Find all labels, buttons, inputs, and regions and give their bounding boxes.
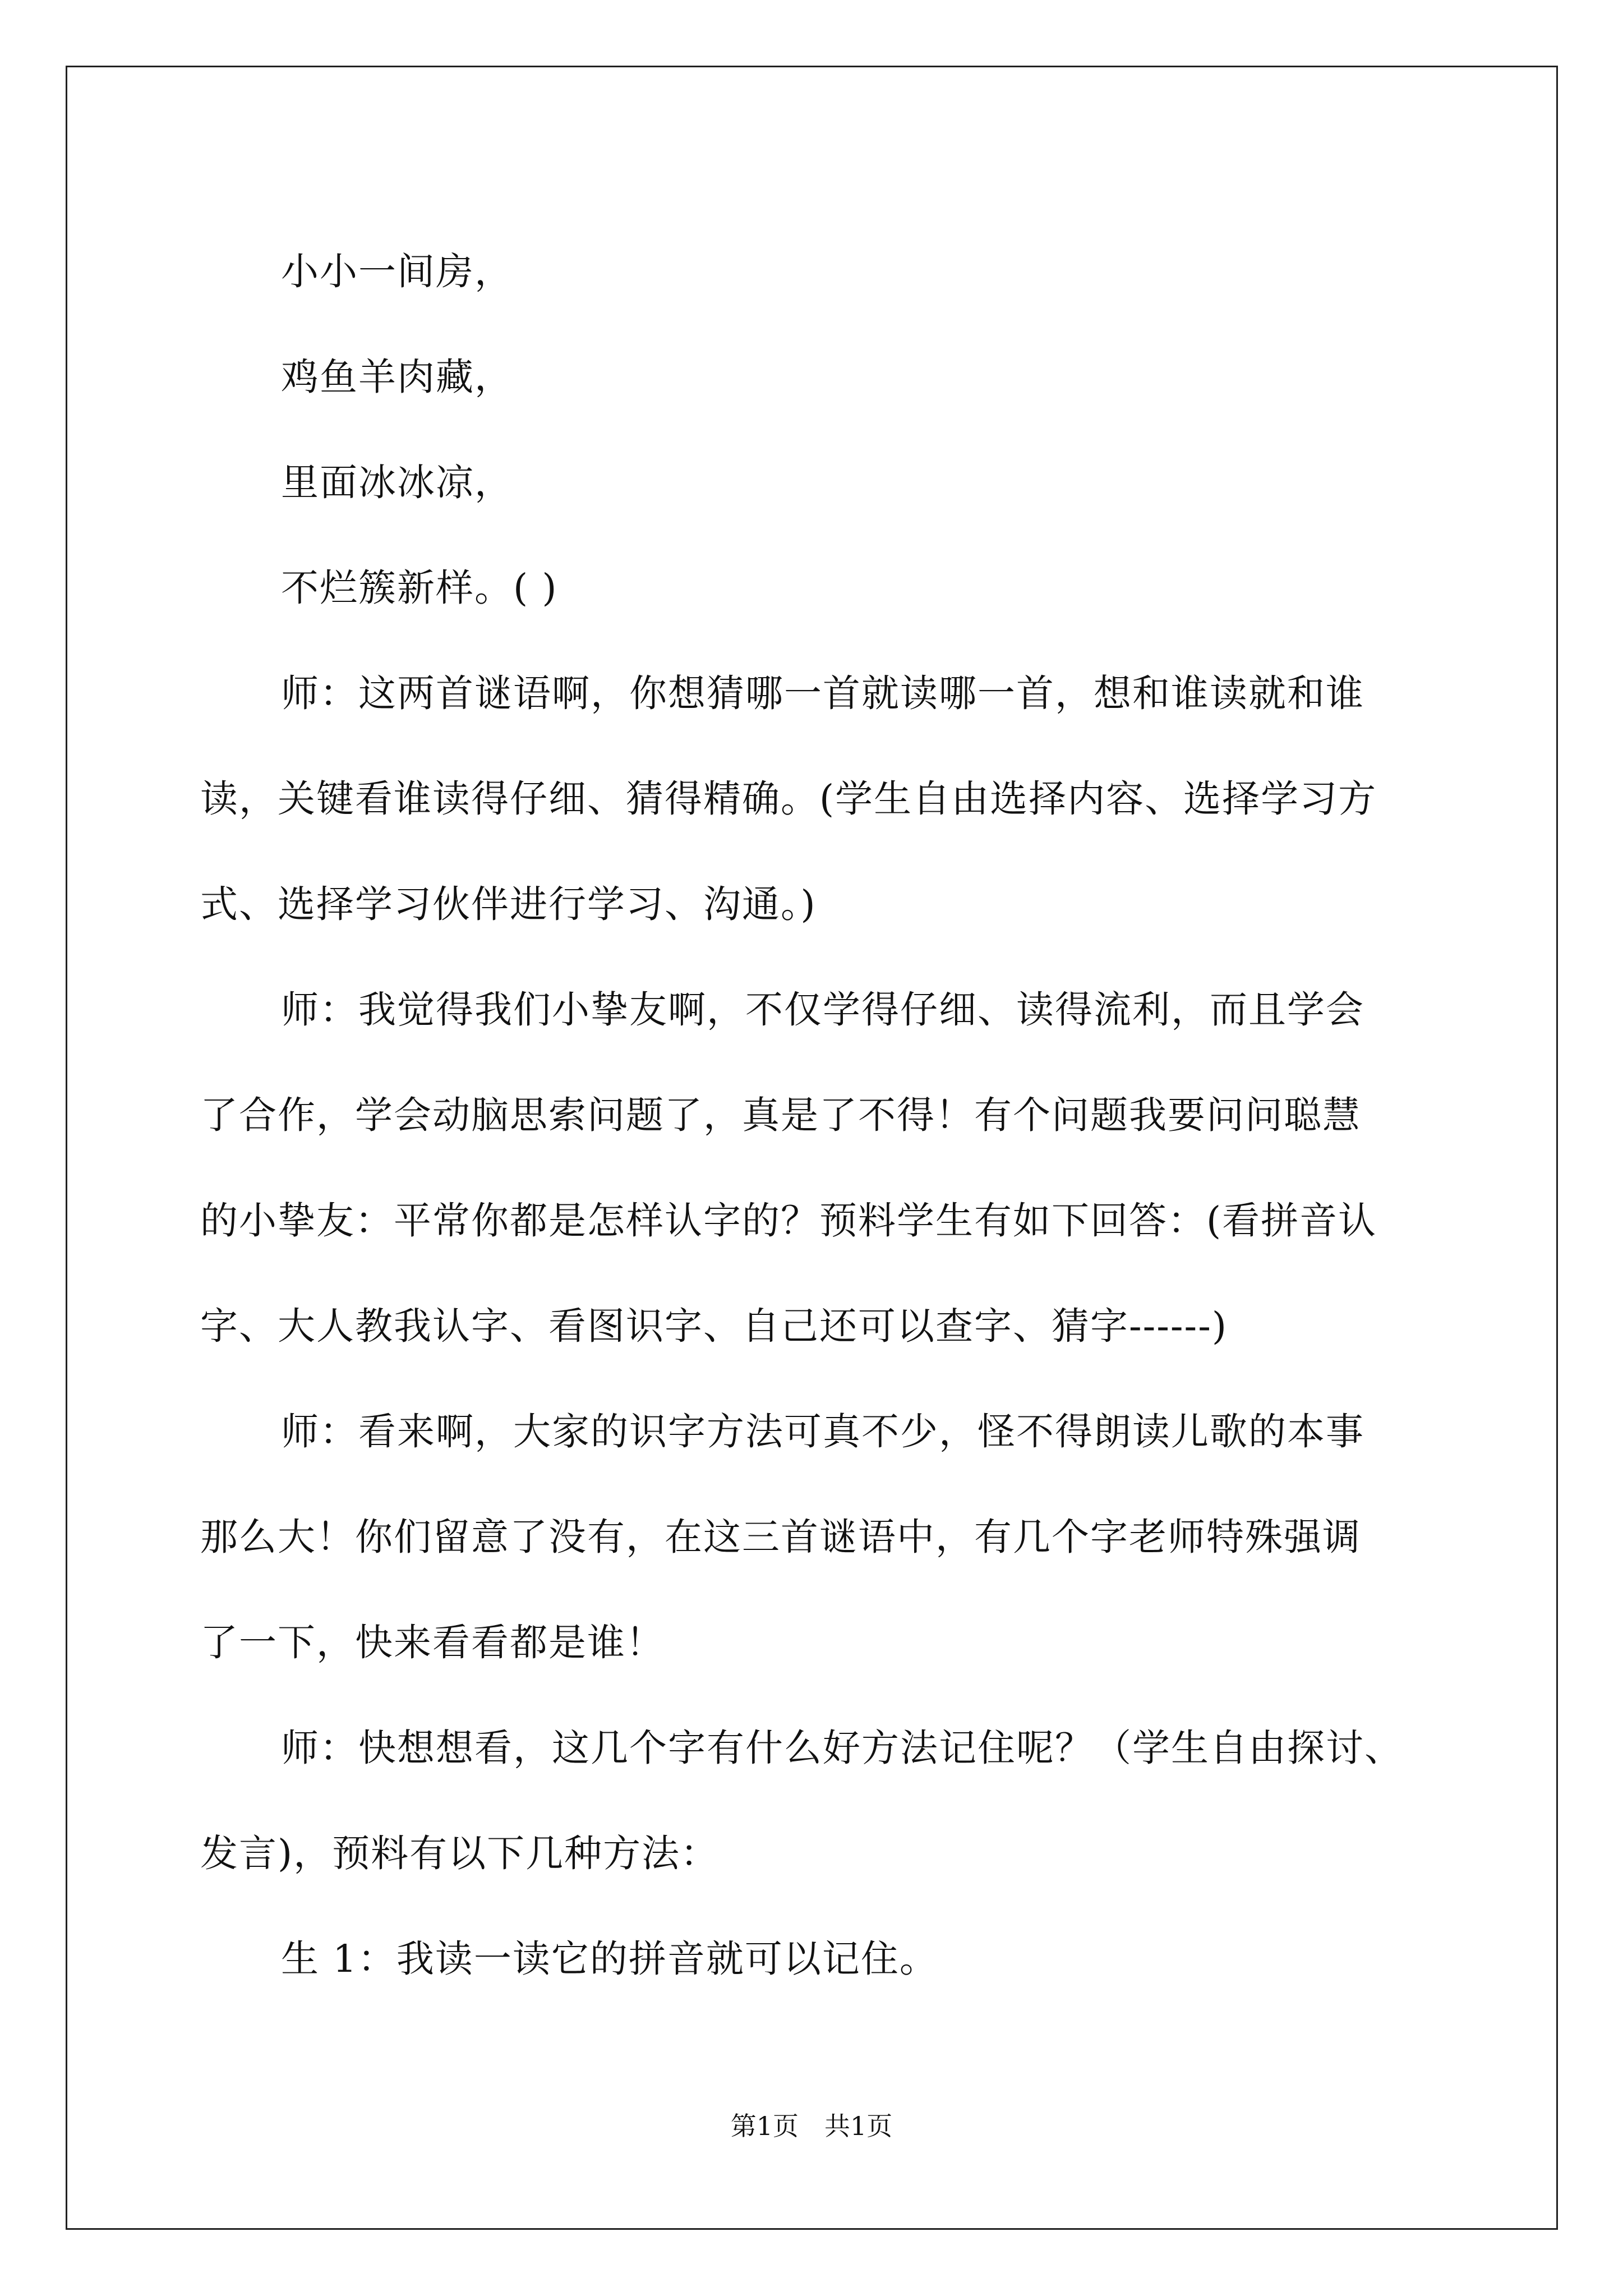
- paragraph-teacher-3: [200, 1379, 1456, 1695]
- page-number: 第1页: [730, 2111, 799, 2141]
- riddle-line-2: 鸡鱼羊肉藏，: [281, 355, 513, 399]
- paragraph-student-1: [200, 1906, 1456, 2012]
- page-total: 共1页: [824, 2111, 893, 2141]
- paragraph-line: 师：看来啊，大家的识字方法可真不少，怪不得朗读儿歌的本事: [281, 1410, 1364, 1453]
- paragraph-line: 了一下，快来看看都是谁！: [200, 1621, 665, 1664]
- riddle-line-1: 小小一间房，: [281, 250, 513, 293]
- riddle-line-3: 里面冰冰凉，: [281, 461, 513, 504]
- riddle-line-4: 不烂簇新样。( ): [281, 566, 558, 610]
- paragraph-line: 了合作，学会动脑思索问题了，真是了不得！有个问题我要问问聪慧: [200, 1093, 1361, 1137]
- paragraph-line: 读，关键看谁读得仔细、猜得精确。(学生自由选择内容、选择学习方: [200, 777, 1377, 821]
- document-body: [200, 219, 1456, 2012]
- paragraph-line: 师：快想想看，这几个字有什么好方法记住呢？（学生自由探讨、: [281, 1726, 1403, 1770]
- paragraph-line: 式、选择学习伙伴进行学习、沟通。): [200, 882, 817, 926]
- paragraph-line: 字、大人教我认字、看图识字、自己还可以查字、猜字------): [200, 1304, 1228, 1348]
- paragraph-line: 那么大！你们留意了没有，在这三首谜语中，有几个字老师特殊强调: [200, 1515, 1361, 1559]
- paragraph-teacher-2: [200, 957, 1456, 1379]
- paragraph-line: 师：我觉得我们小挚友啊，不仅学得仔细、读得流利，而且学会: [281, 988, 1364, 1032]
- page-footer: [0, 2109, 1623, 2143]
- paragraph-line: 生 1：我读一读它的拼音就可以记住。: [281, 1937, 938, 1981]
- paragraph-teacher-4: [200, 1695, 1456, 1906]
- paragraph-line: 的小挚友：平常你都是怎样认字的？预料学生有如下回答：(看拼音认: [200, 1199, 1377, 1243]
- paragraph-line: 师：这两首谜语啊，你想猜哪一首就读哪一首，想和谁读就和谁: [281, 671, 1364, 715]
- paragraph-teacher-1: [200, 641, 1456, 957]
- paragraph-line: 发言)，预料有以下几种方法：: [200, 1832, 720, 1875]
